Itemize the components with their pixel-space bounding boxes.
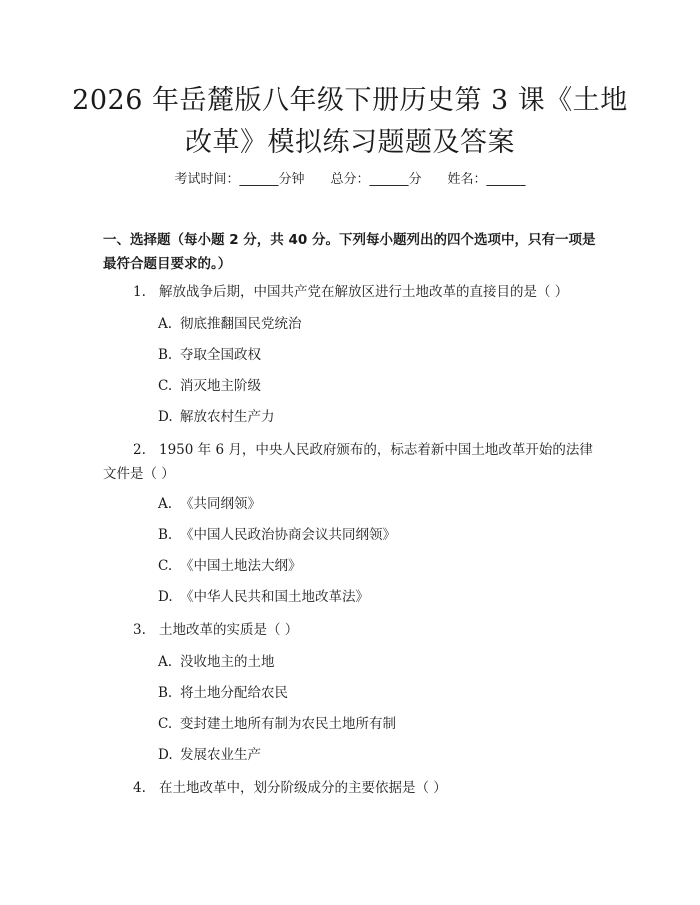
option-1c xyxy=(158,376,261,396)
document-title xyxy=(60,80,640,164)
section-title: 一、选择题（每小题 2 分，共 40 分。下列每小题列出的四个选项中，只有一项是最符合题目要求的。） xyxy=(103,232,596,272)
option-letter: D. xyxy=(158,409,173,425)
option-text: 没收地主的土地 xyxy=(180,654,275,670)
name-blank: ______ xyxy=(486,172,526,187)
score-label: 总分： xyxy=(330,172,370,187)
question-text: 在土地改革中，划分阶级成分的主要依据是（ ） xyxy=(159,780,447,796)
option-2c xyxy=(158,556,302,576)
option-letter: D. xyxy=(158,589,173,605)
question-number: 2. xyxy=(133,442,146,458)
question-text-cont: 文件是（ ） xyxy=(103,466,175,482)
question-2 xyxy=(103,438,593,486)
option-3a xyxy=(158,652,275,672)
option-2b xyxy=(158,525,396,545)
option-2d xyxy=(158,587,369,607)
option-letter: C. xyxy=(158,558,173,574)
title-line-1: 2026 年岳麓版八年级下册历史第 3 课《土地 xyxy=(72,85,628,116)
option-text: 发展农业生产 xyxy=(180,747,261,763)
option-text: 彻底推翻国民党统治 xyxy=(180,316,302,332)
score-unit: 分 xyxy=(408,172,422,187)
option-3c xyxy=(158,714,396,734)
question-4 xyxy=(103,776,593,800)
option-text: 《中国土地法大纲》 xyxy=(180,558,302,574)
time-blank: ______ xyxy=(239,172,279,187)
question-text: 解放战争后期，中国共产党在解放区进行土地改革的直接目的是（ ） xyxy=(159,284,569,300)
score-blank: ______ xyxy=(369,172,409,187)
question-number: 4. xyxy=(133,780,146,796)
question-3 xyxy=(103,618,593,642)
option-2a xyxy=(158,494,261,514)
option-1a xyxy=(158,314,302,334)
option-letter: B. xyxy=(158,527,173,543)
option-1b xyxy=(158,345,261,365)
option-letter: C. xyxy=(158,716,173,732)
option-letter: A. xyxy=(158,654,173,670)
name-label: 姓名： xyxy=(447,172,487,187)
option-3b xyxy=(158,683,288,703)
question-text: 1950 年 6 月，中央人民政府颁布的，标志着新中国土地改革开始的法律 xyxy=(159,442,593,458)
question-text: 土地改革的实质是（ ） xyxy=(159,622,299,638)
question-number: 3. xyxy=(133,622,146,638)
option-text: 夺取全国政权 xyxy=(180,347,261,363)
option-1d xyxy=(158,407,275,427)
title-line-2: 改革》模拟练习题题及答案 xyxy=(185,127,515,158)
option-text: 解放农村生产力 xyxy=(180,409,275,425)
option-letter: B. xyxy=(158,685,173,701)
option-letter: A. xyxy=(158,496,173,512)
option-letter: C. xyxy=(158,378,173,394)
option-letter: B. xyxy=(158,347,173,363)
time-unit: 分钟 xyxy=(278,172,305,187)
question-number: 1. xyxy=(133,284,146,300)
option-text: 《中华人民共和国土地改革法》 xyxy=(180,589,369,605)
option-3d xyxy=(158,745,261,765)
option-text: 变封建土地所有制为农民土地所有制 xyxy=(180,716,396,732)
exam-meta xyxy=(0,168,700,187)
option-letter: D. xyxy=(158,747,173,763)
option-text: 将土地分配给农民 xyxy=(180,685,288,701)
time-label: 考试时间： xyxy=(174,172,240,187)
option-letter: A. xyxy=(158,316,173,332)
option-text: 《共同纲领》 xyxy=(180,496,261,512)
question-1 xyxy=(103,280,593,304)
option-text: 消灭地主阶级 xyxy=(180,378,261,394)
option-text: 《中国人民政治协商会议共同纲领》 xyxy=(180,527,396,543)
